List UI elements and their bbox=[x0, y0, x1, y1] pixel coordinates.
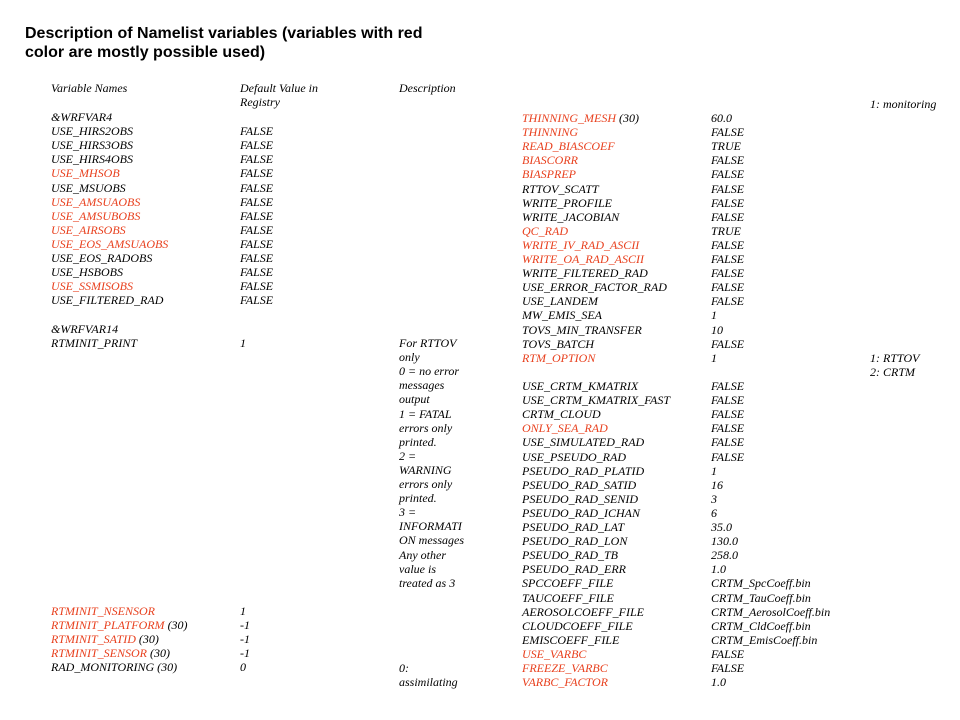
description-line: assimilating bbox=[399, 675, 458, 690]
variable-name bbox=[522, 196, 612, 210]
default-value: FALSE bbox=[240, 265, 274, 280]
default-value: FALSE bbox=[711, 167, 745, 182]
variable-name bbox=[522, 252, 644, 266]
description-line: messages bbox=[399, 378, 445, 393]
default-value: FALSE bbox=[711, 393, 745, 408]
variable-name-text: WRITE_IV_RAD_ASCII bbox=[522, 237, 640, 252]
variable-name bbox=[522, 224, 568, 238]
default-value: FALSE bbox=[240, 251, 274, 265]
default-value: FALSE bbox=[240, 293, 274, 308]
default-value: FALSE bbox=[711, 252, 745, 266]
description-line: 0 = no error bbox=[399, 364, 459, 379]
default-value: -1 bbox=[240, 646, 250, 661]
variable-name bbox=[522, 139, 615, 153]
variable-name: VARBC_FACTOR bbox=[522, 675, 609, 690]
default-value: FALSE bbox=[711, 266, 745, 281]
variable-name bbox=[522, 167, 576, 181]
variable-name bbox=[522, 153, 578, 167]
description-line: output bbox=[399, 392, 430, 407]
default-value: 0 bbox=[240, 660, 246, 675]
variable-name-text: THINNING bbox=[522, 125, 579, 140]
description-line: printed. bbox=[399, 491, 437, 506]
description-line: only bbox=[399, 350, 420, 365]
default-value: FALSE bbox=[240, 222, 274, 237]
variable-name: &WRFVAR14 bbox=[51, 321, 119, 336]
default-value: FALSE bbox=[240, 194, 274, 209]
variable-name: ONLY_SEA_RAD bbox=[522, 421, 608, 436]
variable-name-text: USE_LANDEM bbox=[522, 294, 598, 309]
variable-name: PSEUDO_RAD_LAT bbox=[522, 520, 625, 534]
default-value: FALSE bbox=[711, 153, 745, 168]
default-value: 1 bbox=[711, 308, 717, 323]
variable-name-text: RTMINIT_SENSOR bbox=[51, 646, 147, 661]
header-variable-names: Variable Names bbox=[51, 81, 128, 95]
variable-name bbox=[522, 323, 642, 337]
variable-name-text: RTMINIT_PLATFORM bbox=[51, 618, 165, 633]
variable-name: SPCCOEFF_FILE bbox=[522, 576, 614, 591]
default-value: FALSE bbox=[711, 195, 745, 210]
default-value: 6 bbox=[711, 505, 717, 520]
variable-name-text: MW_EMIS_SEA bbox=[522, 308, 602, 323]
variable-name: USE_CRTM_KMATRIX_FAST bbox=[522, 393, 671, 408]
variable-name-text: TOVS_BATCH bbox=[522, 336, 595, 351]
variable-name bbox=[522, 266, 648, 280]
default-value: FALSE bbox=[711, 407, 745, 422]
default-value: CRTM_CldCoeff.bin bbox=[711, 618, 811, 633]
default-value: FALSE bbox=[711, 449, 745, 464]
default-value: FALSE bbox=[711, 280, 745, 295]
variable-name-text: RAD_MONITORING (30) bbox=[51, 660, 178, 675]
description-line: printed. bbox=[399, 434, 437, 449]
default-value: FALSE bbox=[240, 279, 274, 294]
variable-name: USE_PSEUDO_RAD bbox=[522, 449, 626, 464]
default-value: FALSE bbox=[711, 646, 745, 661]
note-monitoring: 1: monitoring bbox=[870, 97, 937, 111]
default-value: TRUE bbox=[711, 223, 741, 238]
default-value: FALSE bbox=[240, 138, 274, 153]
variable-name: &WRFVAR4 bbox=[51, 110, 113, 124]
description-line: ON messages bbox=[399, 533, 464, 548]
default-value: 258.0 bbox=[711, 548, 738, 563]
variable-name: USE_FILTERED_RAD bbox=[51, 293, 164, 308]
variable-name: USE_AMSUBOBS bbox=[51, 208, 141, 223]
variable-name: PSEUDO_RAD_ICHAN bbox=[522, 505, 640, 520]
variable-name: USE_EOS_AMSUAOBS bbox=[51, 236, 169, 251]
variable-name: PSEUDO_RAD_LON bbox=[522, 534, 628, 549]
variable-name-text: USE_ERROR_FACTOR_RAD bbox=[522, 280, 667, 295]
default-value: FALSE bbox=[240, 236, 274, 251]
default-value: 130.0 bbox=[711, 534, 738, 549]
default-value: FALSE bbox=[711, 379, 745, 393]
header-default-value: Default Value in bbox=[240, 81, 318, 95]
variable-name: USE_HIRS4OBS bbox=[51, 152, 133, 167]
variable-name bbox=[522, 111, 639, 125]
variable-name: USE_MSUOBS bbox=[51, 180, 126, 195]
variable-name-text: RTM_OPTION bbox=[522, 350, 596, 365]
description-line: 1 = FATAL bbox=[399, 406, 452, 421]
default-value: -1 bbox=[240, 618, 250, 633]
variable-name-text: THINNING_MESH bbox=[522, 111, 617, 125]
variable-name bbox=[51, 618, 188, 632]
variable-name bbox=[522, 308, 602, 322]
variable-name: CLOUDCOEFF_FILE bbox=[522, 618, 633, 633]
description-line: WARNING bbox=[399, 462, 452, 477]
variable-name bbox=[51, 660, 177, 674]
variable-name-text: BIASPREP bbox=[522, 167, 576, 182]
variable-name: AEROSOLCOEFF_FILE bbox=[522, 604, 644, 619]
variable-name-text: WRITE_JACOBIAN bbox=[522, 209, 620, 224]
description-line: Any other bbox=[399, 547, 446, 562]
default-value: FALSE bbox=[711, 435, 745, 450]
variable-dimension: (30) bbox=[135, 632, 159, 647]
description-line: treated as 3 bbox=[399, 575, 456, 590]
variable-name bbox=[522, 125, 578, 139]
variable-dimension: (30) bbox=[616, 111, 640, 125]
default-value: FALSE bbox=[711, 237, 745, 252]
description-line: value is bbox=[399, 561, 436, 576]
variable-name: USE_SIMULATED_RAD bbox=[522, 435, 645, 450]
variable-name: USE_AIRSOBS bbox=[51, 222, 126, 237]
variable-name-text: BIASCORR bbox=[522, 153, 578, 168]
header-description: Description bbox=[399, 81, 456, 95]
variable-name-text: TOVS_MIN_TRANSFER bbox=[522, 322, 642, 337]
description-line: INFORMATI bbox=[399, 519, 462, 534]
variable-name bbox=[522, 351, 595, 365]
variable-name: CRTM_CLOUD bbox=[522, 407, 601, 422]
default-value: 1.0 bbox=[711, 675, 726, 690]
variable-name: PSEUDO_RAD_ERR bbox=[522, 562, 626, 577]
variable-name: USE_HSBOBS bbox=[51, 265, 123, 280]
variable-name bbox=[51, 604, 155, 618]
variable-name-text: QC_RAD bbox=[522, 223, 568, 238]
variable-name bbox=[522, 337, 594, 351]
variable-dimension: (30) bbox=[164, 618, 188, 633]
header-registry: Registry bbox=[240, 95, 280, 109]
variable-name bbox=[522, 280, 667, 294]
default-value: 60.0 bbox=[711, 111, 732, 125]
description-line: For RTTOV bbox=[399, 336, 457, 350]
variable-name: USE_CRTM_KMATRIX bbox=[522, 379, 639, 393]
description-line: 2 = bbox=[399, 448, 417, 463]
default-value: FALSE bbox=[711, 421, 745, 436]
variable-dimension: (30) bbox=[147, 646, 170, 661]
variable-name bbox=[522, 210, 619, 224]
default-value: FALSE bbox=[240, 166, 274, 181]
variable-name bbox=[522, 294, 598, 308]
variable-name: EMISCOEFF_FILE bbox=[522, 632, 620, 647]
variable-name-text: RTTOV_SCATT bbox=[522, 181, 599, 196]
default-value: 1 bbox=[240, 604, 246, 618]
variable-name-text: WRITE_OA_RAD_ASCII bbox=[522, 252, 644, 266]
variable-name: PSEUDO_RAD_TB bbox=[522, 548, 618, 563]
variable-name: RTMINIT_PRINT bbox=[51, 335, 138, 350]
variable-name: USE_HIRS3OBS bbox=[51, 138, 133, 153]
variable-name-text: RTMINIT_SATID bbox=[51, 632, 136, 647]
variable-name: PSEUDO_RAD_PLATID bbox=[522, 463, 645, 478]
default-value: CRTM_TauCoeff.bin bbox=[711, 590, 811, 605]
variable-name: PSEUDO_RAD_SATID bbox=[522, 477, 637, 492]
default-value: CRTM_EmisCoeff.bin bbox=[711, 632, 818, 647]
variable-name bbox=[51, 632, 159, 646]
description-line: errors only bbox=[399, 420, 453, 435]
default-value: FALSE bbox=[240, 152, 274, 167]
default-value: FALSE bbox=[240, 180, 274, 195]
default-value: 10 bbox=[711, 322, 723, 337]
default-value: 3 bbox=[711, 491, 717, 506]
description-line: 0: bbox=[399, 661, 409, 675]
page-title: Description of Namelist variables (variables with red color are mostly possible used) bbox=[25, 25, 423, 61]
default-value: FALSE bbox=[711, 661, 745, 675]
variable-name: USE_MHSOB bbox=[51, 166, 120, 181]
description-line: errors only bbox=[399, 477, 453, 491]
variable-name: PSEUDO_RAD_SENID bbox=[522, 491, 638, 506]
default-value: 16 bbox=[711, 477, 723, 492]
default-value: CRTM_AerosolCoeff.bin bbox=[711, 604, 831, 619]
variable-name-text: RTMINIT_NSENSOR bbox=[51, 604, 156, 618]
variable-name-text: READ_BIASCOEF bbox=[522, 139, 615, 154]
default-value: 1 bbox=[711, 350, 717, 365]
default-value: FALSE bbox=[240, 208, 274, 223]
variable-name: FREEZE_VARBC bbox=[522, 661, 608, 675]
variable-name bbox=[522, 182, 599, 196]
default-value: 1.0 bbox=[711, 562, 726, 577]
default-value: FALSE bbox=[711, 181, 745, 196]
variable-name bbox=[522, 238, 639, 252]
variable-name: USE_AMSUAOBS bbox=[51, 194, 141, 209]
default-value: TRUE bbox=[711, 139, 741, 154]
variable-name: USE_HIRS2OBS bbox=[51, 124, 133, 139]
default-value: 35.0 bbox=[711, 520, 732, 534]
variable-name bbox=[51, 646, 170, 660]
note-rttov: 1: RTTOV bbox=[870, 351, 920, 365]
default-value: -1 bbox=[240, 632, 250, 647]
default-value: FALSE bbox=[711, 294, 745, 309]
default-value: FALSE bbox=[711, 125, 745, 140]
note-crtm: 2: CRTM bbox=[870, 365, 915, 379]
default-value: FALSE bbox=[711, 336, 745, 351]
variable-name-text: WRITE_PROFILE bbox=[522, 195, 612, 210]
variable-name: USE_VARBC bbox=[522, 646, 587, 661]
variable-name: USE_SSMISOBS bbox=[51, 279, 133, 294]
default-value: 1 bbox=[240, 335, 246, 350]
variable-name: USE_EOS_RADOBS bbox=[51, 251, 153, 265]
default-value: FALSE bbox=[240, 124, 274, 139]
variable-name: TAUCOEFF_FILE bbox=[522, 590, 614, 605]
default-value: FALSE bbox=[711, 209, 745, 224]
variable-name-text: WRITE_FILTERED_RAD bbox=[522, 266, 648, 281]
default-value: 1 bbox=[711, 463, 717, 478]
description-line: 3 = bbox=[399, 505, 417, 520]
default-value: CRTM_SpcCoeff.bin bbox=[711, 576, 811, 591]
